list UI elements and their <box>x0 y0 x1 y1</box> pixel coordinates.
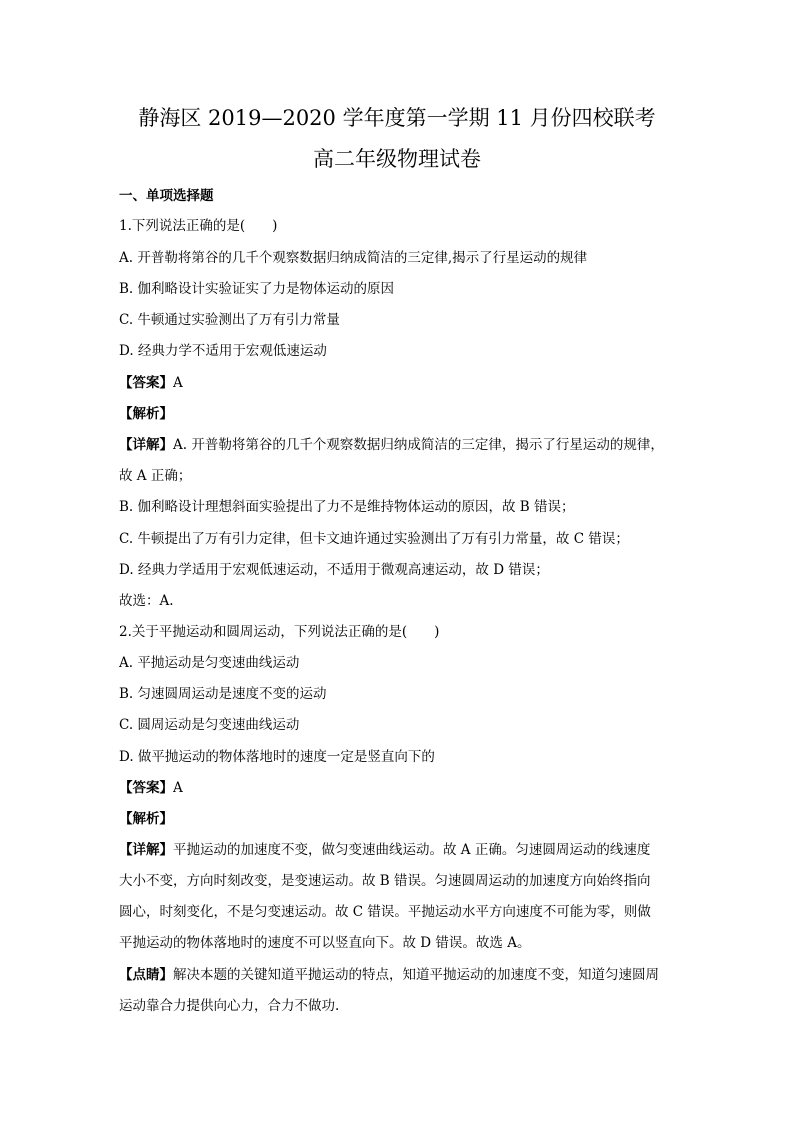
detail-text: A. 开普勒将第谷的几千个观察数据归纳成简洁的三定律，揭示了行星运动的规律， <box>173 437 664 453</box>
q1-detail-line-2: 故 A 正确； <box>119 468 192 484</box>
detail-label: 【详解】 <box>119 437 173 453</box>
answer-label: 【答案】 <box>119 375 173 391</box>
answer-value: A <box>173 780 183 796</box>
q2-option-c: C. 圆周运动是匀变速曲线运动 <box>119 717 300 733</box>
q1-option-c: C. 牛顿通过实验测出了万有引力常量 <box>119 312 340 328</box>
q1-conclusion: 故选：A. <box>119 593 174 609</box>
q1-option-d: D. 经典力学不适用于宏观低速运动 <box>119 343 327 359</box>
comment-text: 解决本题的关键知道平抛运动的特点，知道平抛运动的加速度不变，知道匀速圆周 <box>173 967 659 983</box>
answer-label: 【答案】 <box>119 780 173 796</box>
q1-detail-line-5: D. 经典力学适用于宏观低速运动，不适用于微观高速运动，故 D 错误； <box>119 562 549 578</box>
q2-option-b: B. 匀速圆周运动是速度不变的运动 <box>119 686 327 702</box>
q2-option-d: D. 做平抛运动的物体落地时的速度一定是竖直向下的 <box>119 749 435 765</box>
q2-stem: 2.关于平抛运动和圆周运动，下列说法正确的是( ) <box>119 624 440 640</box>
q2-comment-line-2: 运动靠合力提供向心力，合力不做功. <box>119 998 340 1014</box>
q2-detail-line-2: 大小不变，方向时刻改变，是变速运动。故 B 错误。匀速圆周运动的加速度方向始终指向 <box>119 873 651 889</box>
q2-analysis-label: 【解析】 <box>119 811 173 827</box>
q1-stem: 1.下列说法正确的是( ) <box>119 218 278 234</box>
q2-detail-line-3: 圆心，时刻变化，不是匀变速运动。故 C 错误。平抛运动水平方向速度不可能为零，则做 <box>119 904 651 920</box>
answer-value: A <box>173 375 183 391</box>
q1-detail-line-3: B. 伽利略设计理想斜面实验提出了力不是维持物体运动的原因，故 B 错误； <box>119 499 575 515</box>
section-heading: 一、单项选择题 <box>119 188 214 204</box>
q1-option-a: A. 开普勒将第谷的几千个观察数据归纳成简洁的三定律,揭示了行星运动的规律 <box>119 250 588 266</box>
detail-text: 平抛运动的加速度不变，做匀变速曲线运动。故 A 正确。匀速圆周运动的线速度 <box>173 842 651 858</box>
exam-title: 静海区 2019—2020 学年度第一学期 11 月份四校联考 <box>138 106 656 130</box>
q1-answer <box>119 373 183 393</box>
q1-detail-line-4: C. 牛顿提出了万有引力定律，但卡文迪许通过实验测出了万有引力常量，故 C 错误； <box>119 531 629 547</box>
comment-label: 【点睛】 <box>119 967 173 983</box>
q1-analysis-label: 【解析】 <box>119 406 173 422</box>
q1-detail-line-1 <box>119 435 664 455</box>
detail-label: 【详解】 <box>119 842 173 858</box>
exam-subtitle: 高二年级物理试卷 <box>313 147 481 171</box>
q2-answer <box>119 778 183 798</box>
q2-comment-line-1 <box>119 965 659 985</box>
q1-option-b: B. 伽利略设计实验证实了力是物体运动的原因 <box>119 281 395 297</box>
q2-option-a: A. 平抛运动是匀变速曲线运动 <box>119 655 300 671</box>
q2-detail-line-4: 平抛运动的物体落地时的速度不可以竖直向下。故 D 错误。故选 A。 <box>119 935 531 951</box>
q2-detail-line-1 <box>119 840 650 860</box>
